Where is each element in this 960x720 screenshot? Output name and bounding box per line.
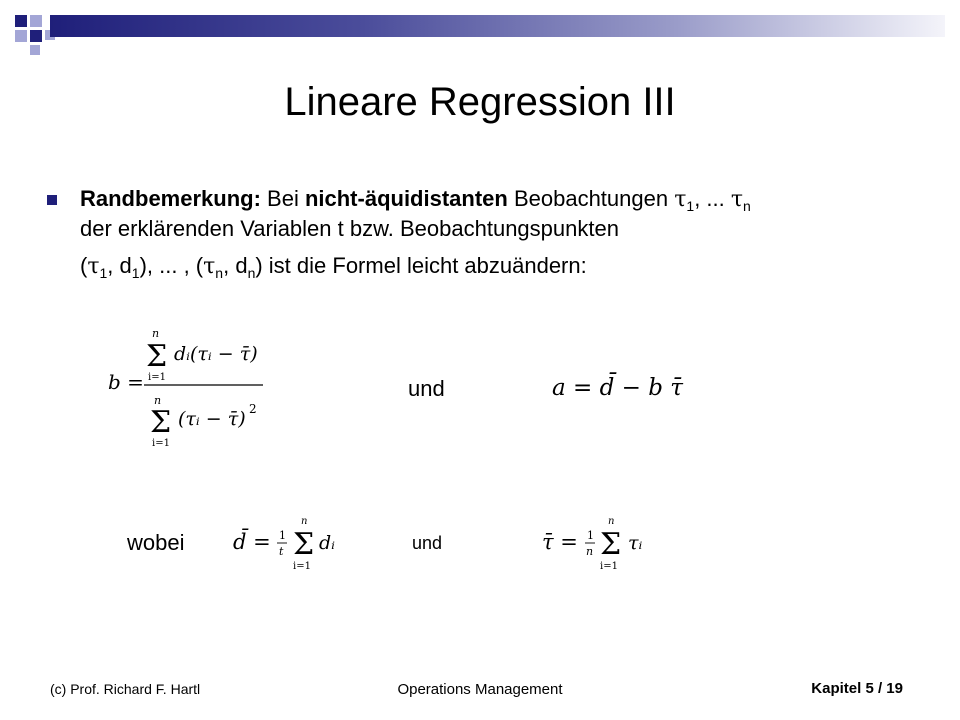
corner-square-4: [30, 30, 42, 42]
und-label-1: und: [408, 376, 445, 401]
slide-title: Lineare Regression III: [284, 80, 676, 124]
denominator-body: (τᵢ − τ̄): [178, 408, 246, 430]
numerator-body: dᵢ(τᵢ − τ̄): [174, 343, 258, 365]
svg-text:a = d̄ − b τ̄: a = d̄ − b τ̄: [552, 375, 683, 401]
und-label-2: und: [412, 533, 443, 553]
svg-text:n: n: [152, 327, 160, 340]
svg-text:i=1: i=1: [600, 561, 618, 572]
formula-b: [108, 322, 278, 452]
svg-text:n: n: [608, 516, 615, 527]
svg-text:1: 1: [279, 529, 286, 542]
bullet-square-icon: [47, 195, 57, 205]
bullet-emphasis: nicht-äquidistanten: [304, 186, 508, 211]
wobei-label: wobei: [127, 530, 185, 555]
footer-page-number: Kapitel 5 / 19: [811, 680, 903, 697]
svg-text:t: t: [279, 545, 284, 558]
sum-sign: Σ: [146, 339, 168, 374]
svg-text:i=1: i=1: [293, 561, 311, 572]
corner-square-5: [30, 45, 40, 55]
sum-sign: Σ: [150, 405, 172, 440]
bullet-label: Randbemerkung:: [80, 186, 261, 211]
footer-author: (c) Prof. Richard F. Hartl: [50, 681, 201, 697]
bullet-text: Randbemerkung: Bei nicht-äquidistanten Beobachtungen $\tau_1$, ... $\tau_n$ der erklärenden Variablen t bzw. Beobachtungspunkten ($\tau_1$, $d_1$), ... , ($\tau_n$, $d_n$) ist die Formel leicht abzuändern:: [80, 184, 920, 281]
svg-text:n: n: [154, 394, 162, 407]
formula-b-lhs: b =: [108, 370, 144, 394]
svg-text:i=1: i=1: [152, 438, 170, 449]
sum-sign: Σ: [600, 527, 622, 562]
svg-text:2: 2: [249, 402, 257, 416]
sum-sign: Σ: [293, 527, 315, 562]
svg-text:n: n: [301, 516, 308, 527]
svg-text:i=1: i=1: [148, 372, 166, 383]
svg-text:1: 1: [587, 529, 594, 542]
svg-text:d̄ =: d̄ =: [233, 530, 271, 554]
formula-taubar: [542, 512, 662, 582]
corner-square-3: [15, 30, 27, 42]
corner-square-1: [15, 15, 27, 27]
bullet-line-2: der erklärenden Variablen t bzw. Beobachtungspunkten: [80, 216, 619, 241]
formula-dbar: [233, 512, 353, 582]
svg-text:n: n: [586, 545, 594, 558]
svg-text:τ̄ =: τ̄ =: [542, 530, 578, 554]
corner-square-2: [30, 15, 42, 27]
formula-a: [552, 365, 692, 405]
footer-course: Operations Management: [397, 681, 563, 698]
header-gradient-bar: [50, 15, 945, 37]
bullet-line-3: ($\tau_1$, $d_1$), ... , ($\tau_n$, $d_n$) ist die Formel leicht abzuändern:: [80, 253, 587, 281]
svg-text:τᵢ: τᵢ: [628, 532, 643, 554]
svg-text:dᵢ: dᵢ: [319, 532, 335, 554]
